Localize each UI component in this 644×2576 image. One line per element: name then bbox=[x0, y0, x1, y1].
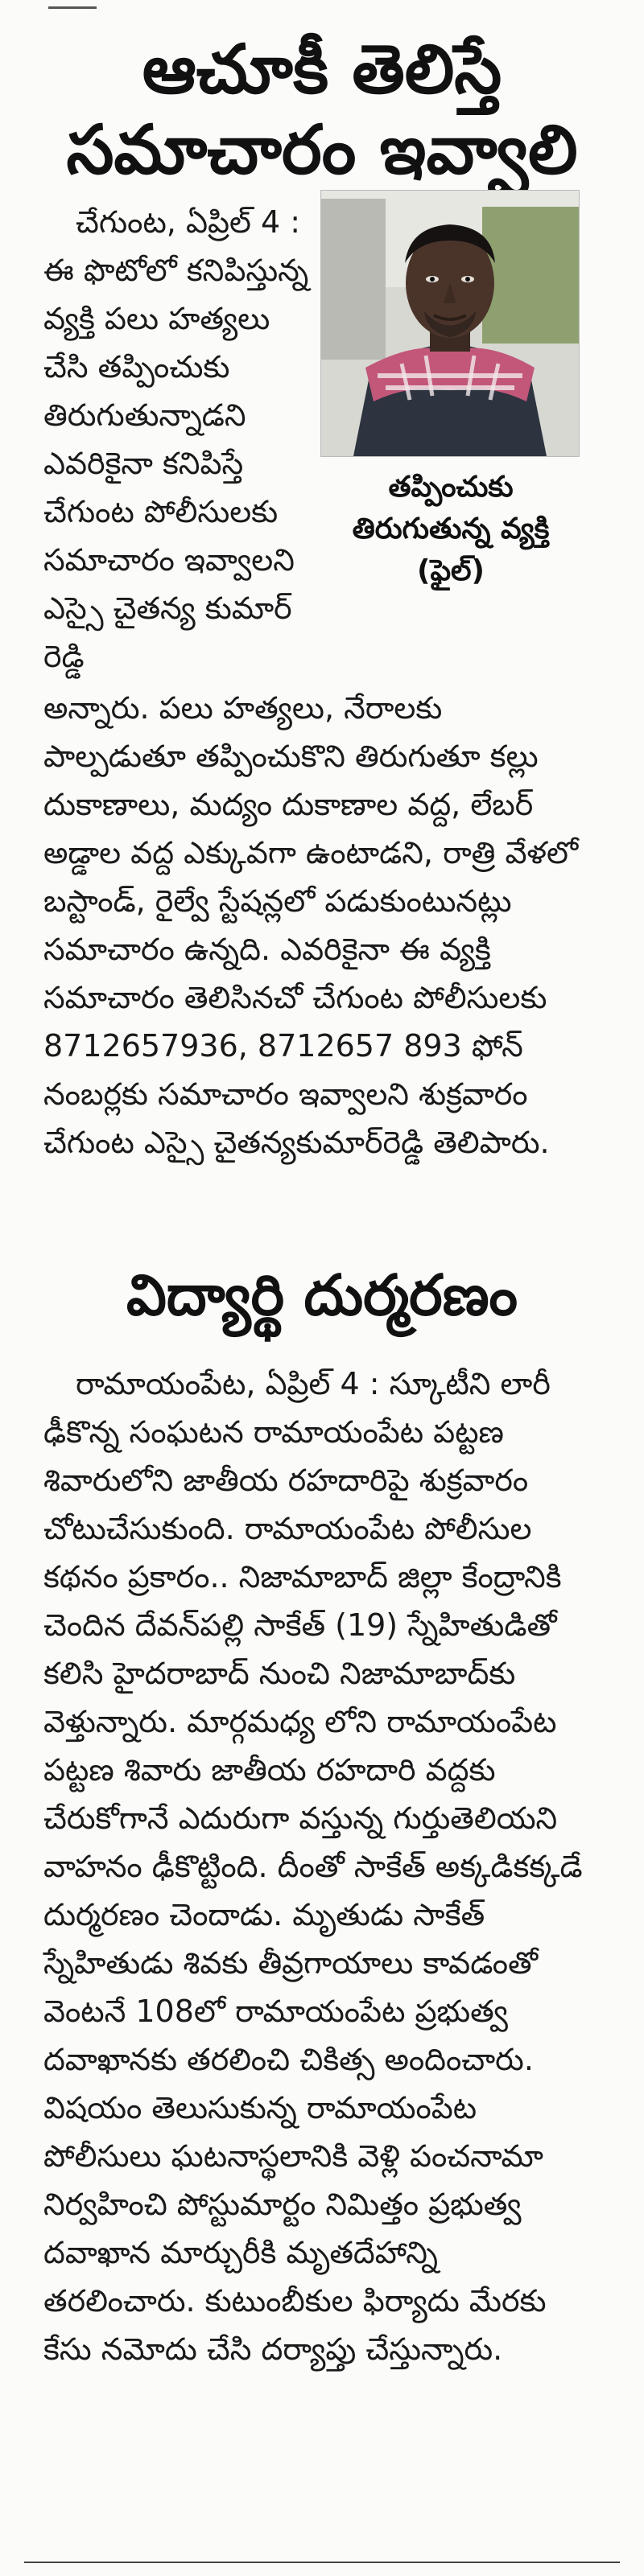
suspect-photo bbox=[320, 190, 580, 457]
story1-headline-line1: ఆచూకీ తెలిస్తే bbox=[142, 30, 502, 109]
story1-paragraph-2: అన్నారు. పలు హత్యలు, నేరాలకు పాల్పడుతూ తప్పించుకొని తిరుగుతూ కల్లు దుకాణాలు, మద్యం దుకాణాల వద్ద, లేబర్ అడ్డాల వద్ద ఎక్కువగా ఉంటాడని, రాత్రి వేళలో బస్టాండ్, రైల్వే స్టేషన్లలో పడుకుంటునట్లు సమాచారం ఉన్నది. ఎవరికైనా ఈ వ్యక్తి సమాచారం తెలిసినచో చేగుంట పోలీసులకు 8712657936, 8712657 893 ఫోన్ నంబర్లకు సమాచారం ఇవ్వాలని శుక్రవారం చేగుంట ఎస్సై చైతన్యకుమార్‌రెడ్డి తెలిపారు. bbox=[43, 690, 579, 1160]
story1-headline-line2: సమాచారం ఇవ్వాలి bbox=[66, 110, 578, 189]
top-edge-fragment bbox=[48, 0, 97, 9]
story2-body: రామాయంపేట, ఏప్రిల్ 4 : స్కూటీని లారీ ఢీకొన్న సంఘటన రామాయంపేట పట్టణ శివారులోని జాతీయ రహదారిపై శుక్రవారం చోటుచేసుకుంది. రామాయంపేట పోలీసుల కథనం ప్రకారం.. నిజామాబాద్ జిల్లా కేంద్రానికి చెందిన దేవన్‌పల్లి సాకేత్ (19) స్నేహితుడితో కలిసి హైదరాబాద్ నుంచి నిజామాబాద్‌కు వెళ్తున్నారు. మార్గమధ్య లోని రామాయంపేట పట్టణ శివారు జాతీయ రహదారి వద్దకు చేరుకోగానే ఎదురుగా వస్తున్న గుర్తుతెలియని వాహనం ఢీకొట్టింది. దీంతో సాకేత్ అక్కడికక్కడే దుర్మరణం చెందాడు. మృతుడు సాకేత్ స్నేహితుడు శివకు తీవ్రగాయాలు కావడంతో వెంటనే 108లో రామాయంపేట ప్రభుత్వ దవాఖానకు తరలించి చికిత్స అందించారు. విషయం తెలుసుకున్న రామాయంపేట పోలీసులు ఘటనాస్థలానికి వెళ్లి పంచనామా నిర్వహించి పోస్టుమార్టం నిమిత్తం ప్రభుత్వ దవాఖాన మార్చురీకి మృతదేహాన్ని తరలించారు. కుటుంబీకుల ఫిర్యాదు మేరకు కేసు నమోదు చేసి దర్యాప్తు చేస్తున్నారు. bbox=[43, 1366, 583, 2367]
bottom-divider bbox=[24, 2562, 620, 2563]
man-portrait-icon bbox=[321, 191, 579, 456]
photo-caption: తప్పించుకు తిరుగుతున్న వ్యక్తి (ఫైల్) bbox=[352, 471, 550, 588]
story1-paragraph-1: చేగుంట, ఏప్రిల్ 4 : ఈ ఫొటోలో కనిపిస్తున్న వ్యక్తి పలు హత్యలు చేసి తప్పించుకు తిరుగుతున్నాడని ఎవరికైనా కనిపిస్తే చేగుంట పోలీసులకు సమాచారం ఇవ్వాలని ఎస్సై చైతన్య కుమార్ రెడ్డి bbox=[43, 204, 309, 674]
story2-headline: విద్యార్థి దుర్మరణం bbox=[126, 1262, 518, 1328]
